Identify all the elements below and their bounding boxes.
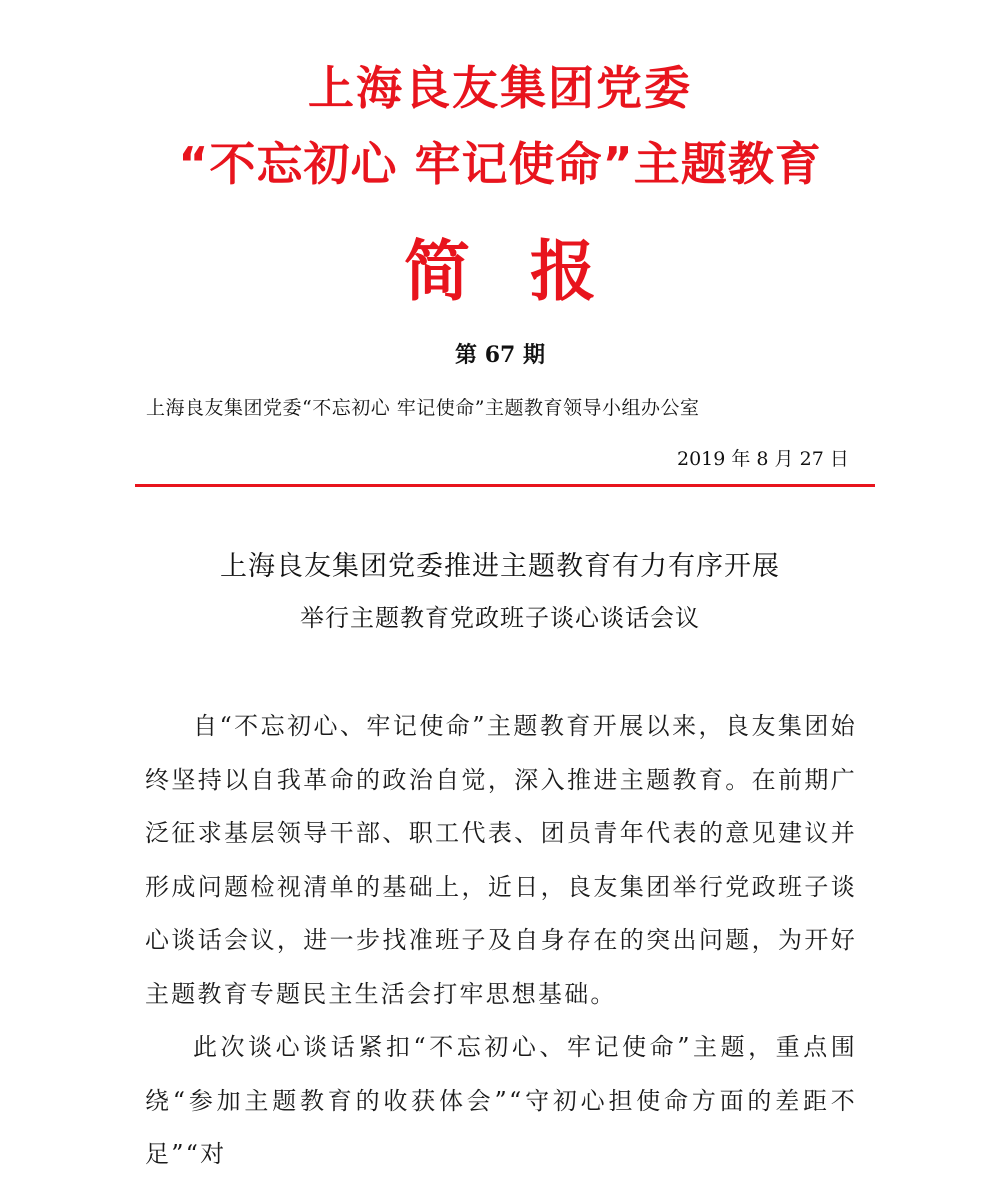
- theme-title: “不忘初心 牢记使命”主题教育: [178, 137, 822, 191]
- article-body: [145, 700, 857, 1182]
- issuing-office: 上海良友集团党委“不忘初心 牢记使命”主题教育领导小组办公室: [146, 397, 700, 419]
- article-subheadline: 举行主题教育党政班子谈心谈话会议: [300, 604, 700, 632]
- article-paragraph: 此次谈心谈话紧扣“不忘初心、牢记使命”主题，重点围绕“参加主题教育的收获体会”“守初心担使命方面的差距不足”“对: [145, 1033, 857, 1168]
- article-headline: 上海良友集团党委推进主题教育有力有序开展: [220, 551, 780, 582]
- issue-number: 第 67 期: [455, 342, 545, 368]
- org-title: 上海良友集团党委: [308, 61, 692, 115]
- briefing-title: 简报: [404, 233, 656, 310]
- article-paragraph: 自“不忘初心、牢记使命”主题教育开展以来，良友集团始终坚持以自我革命的政治自觉，深入推进主题教育。在前期广泛征求基层领导干部、职工代表、团员青年代表的意见建议并形成问题检视清单的基础上，近日，良友集团举行党政班子谈心谈话会议，进一步找准班子及自身存在的突出问题，为开好主题教育专题民主生活会打牢思想基础。: [145, 712, 857, 1008]
- issue-date: 2019 年 8 月 27 日: [677, 448, 849, 470]
- red-divider: [135, 484, 875, 487]
